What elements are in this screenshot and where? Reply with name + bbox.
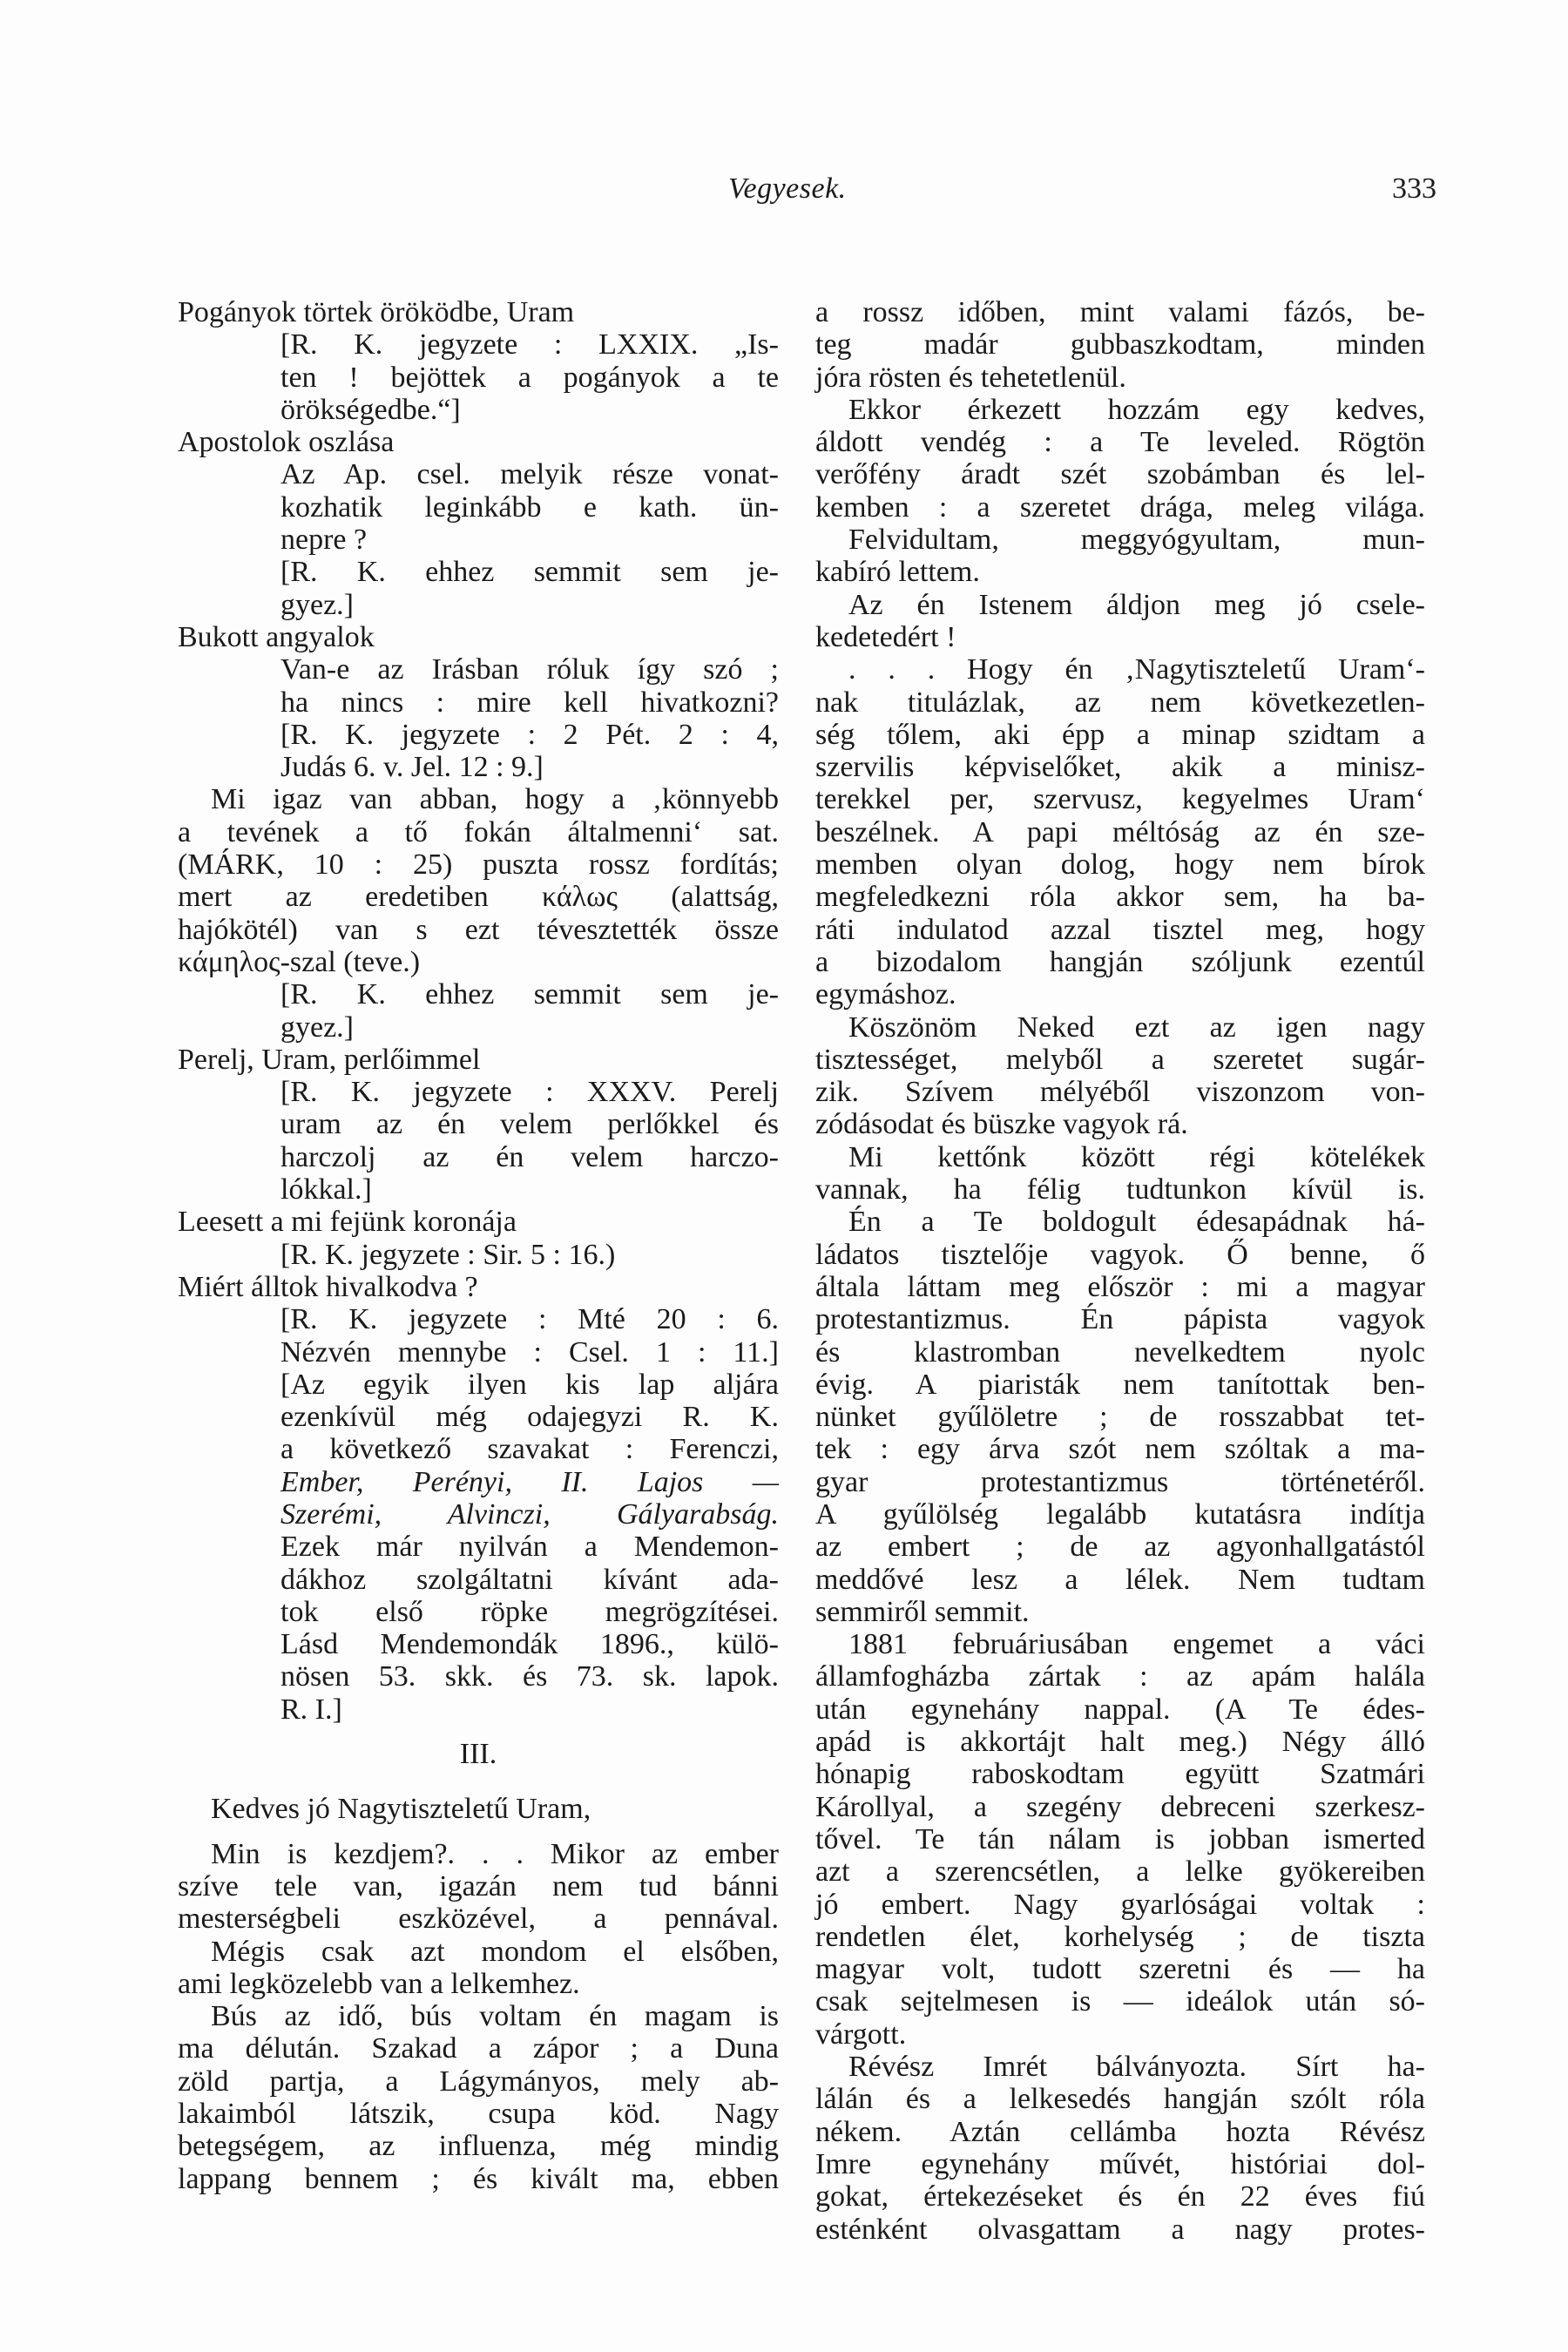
body-line: kabíró lettem. — [815, 556, 980, 589]
body-line: lálán és a lelkesedés hangján szólt róla — [815, 2083, 1425, 2116]
body-line: lakaimból látszik, csupa köd. Nagy — [178, 2098, 779, 2131]
body-line: szervilis képviselőket, akik a minisz- — [815, 751, 1425, 784]
page-header — [0, 172, 1568, 216]
body-line: tővel. Te tán nálam is jobban ismerted — [815, 1822, 1425, 1855]
body-line: magyar volt, tudott szeretni és — ha — [815, 1953, 1425, 1986]
body-line: Az én Istenem áldjon meg jó csele- — [848, 588, 1425, 621]
body-line: verőfény áradt szét szobámban és lel- — [815, 458, 1425, 491]
note-line: uram az én velem perlőkkel és — [280, 1108, 779, 1141]
note-line: [R. K. jegyzete : Sir. 5 : 16.) — [280, 1238, 616, 1271]
note-line: nösen 53. skk. és 73. sk. lapok. — [280, 1660, 779, 1693]
note-line: ezenkívül még odajegyzi R. K. — [280, 1401, 779, 1434]
body-line: Mi kettőnk között régi kötelékek — [848, 1140, 1425, 1173]
body-line: rendetlen élet, korhelység ; de tiszta — [815, 1920, 1425, 1953]
body-line: memben olyan dolog, hogy nem bírok — [815, 848, 1425, 882]
body-line: κάμηλος-szal (teve.) — [178, 945, 421, 978]
body-line: várgott. — [815, 2017, 907, 2051]
body-line: után egynehány nappal. (A Te édes- — [815, 1693, 1425, 1726]
body-line: nünket gyűlöletre ; de rosszabbat tet- — [815, 1401, 1425, 1434]
body-line: gokat, értekezéseket és én 22 éves fiú — [815, 2180, 1425, 2213]
note-line: tok első röpke megrögzítései. — [280, 1595, 779, 1628]
body-line: gyar protestantizmus történetéről. — [815, 1465, 1425, 1498]
note-line: gyez.] — [280, 588, 355, 621]
body-line: Révész Imrét bálványozta. Sírt ha- — [848, 2051, 1425, 2084]
body-line: mert az eredetiben κάλως (alattság, — [178, 881, 779, 914]
note-line: nepre ? — [280, 524, 368, 557]
body-line: vannak, ha félig tudtunkon kívül is. — [815, 1173, 1425, 1206]
running-title: Vegyesek. — [728, 172, 847, 205]
body-line: az embert ; de az agyonhallgatástól — [815, 1531, 1425, 1564]
note-line: ten ! bejöttek a pogányok a te — [280, 361, 779, 394]
list-heading: Bukott angyalok — [178, 620, 375, 653]
body-line: csak sejtelmesen is — ideálok után só- — [815, 1985, 1425, 2018]
body-line: meddővé lesz a lélek. Nem tudtam — [815, 1563, 1425, 1596]
page-number: 333 — [1392, 172, 1436, 205]
list-heading: Apostolok oszlása — [178, 426, 395, 459]
body-line: szíve tele van, igazán nem tud bánni — [178, 1869, 779, 1903]
body-line: Köszönöm Neked ezt az igen nagy — [848, 1010, 1425, 1044]
note-line — [178, 1498, 779, 1531]
body-line: lappang bennem ; és kivált ma, ebben — [178, 2162, 779, 2195]
body-line: a rossz időben, mint valami fázós, be- — [815, 296, 1425, 328]
right-column — [815, 296, 1425, 2246]
note-line: [Az egyik ilyen kis lap aljára — [280, 1368, 779, 1401]
note-italic: Szerémi, Alvinczi, Gályarabság. — [280, 1497, 779, 1531]
body-line: beszélnek. A papi méltóság az én sze- — [815, 815, 1425, 848]
note-italic: Ember, Perényi, II. Lajos — — [280, 1465, 779, 1498]
body-line: mesterségbeli eszközével, a pennával. — [178, 1903, 779, 1936]
list-heading: Pogányok törtek öröködbe, Uram — [178, 296, 575, 328]
note-line: ha nincs : mire kell hivatkozni? — [280, 686, 779, 719]
body-line: ma délután. Szakad a zápor ; a Duna — [178, 2032, 779, 2065]
body-line: áldott vendég : a Te leveled. Rögtön — [815, 426, 1425, 459]
list-heading: Leesett a mi fejünk koronája — [178, 1206, 517, 1239]
body-line: a bizodalom hangján szóljunk ezentúl — [815, 945, 1425, 978]
body-line: a tevének a tő fokán általmenni‘ sat. — [178, 815, 779, 848]
body-line: ami legközelebb van a lelkemhez. — [178, 1967, 580, 2000]
body-line: Én a Te boldogult édesapádnak há- — [848, 1206, 1425, 1239]
body-line: kemben : a szeretet drága, meleg világa. — [815, 490, 1425, 524]
note-line — [178, 1466, 779, 1498]
body-line: ládatos tisztelője vagyok. Ő benne, ő — [815, 1238, 1425, 1271]
body-line: apád is akkortájt halt meg.) Négy álló — [815, 1726, 1425, 1759]
note-line: [R. K. ehhez semmit sem je- — [280, 556, 779, 589]
section-number: III. — [459, 1738, 497, 1771]
body-line: protestantizmus. Én pápista vagyok — [815, 1303, 1425, 1336]
body-line: Imre egynehány művét, históriai dol- — [815, 2147, 1425, 2180]
body-line: ráti indulatod azzal tisztel meg, hogy — [815, 913, 1425, 946]
body-line: tek : egy árva szót nem szóltak a ma- — [815, 1433, 1425, 1466]
note-line: Van-e az Irásban róluk így szó ; — [280, 653, 779, 686]
note-line: [R. K. jegyzete : LXXIX. „Is- — [280, 328, 779, 362]
list-heading: Miért álltok hivalkodva ? — [178, 1270, 478, 1303]
note-line: lókkal.] — [280, 1173, 372, 1206]
body-line: tisztességet, melyből a szeretet sugár- — [815, 1043, 1425, 1076]
body-line: általa láttam meg először : mi a magyar — [815, 1270, 1425, 1303]
note-line: kozhatik leginkább e kath. ün- — [280, 490, 779, 524]
note-line: dákhoz szolgáltatni kívánt ada- — [280, 1563, 779, 1596]
salutation: Kedves jó Nagytiszteletű Uram, — [211, 1793, 591, 1826]
note-line: [R. K. jegyzete : Mté 20 : 6. — [280, 1303, 779, 1336]
body-line: évig. A piaristák nem tanítottak ben- — [815, 1368, 1425, 1401]
left-column — [178, 296, 779, 2195]
body-line: ség tőlem, aki épp a minap szidtam a — [815, 718, 1425, 751]
body-line: jóra rösten és tehetetlenül. — [815, 361, 1126, 394]
body-line: semmiről semmit. — [815, 1595, 1030, 1628]
body-line: (MÁRK, 10 : 25) puszta rossz fordítás; — [178, 848, 779, 882]
note-line: örökségedbe.“] — [280, 393, 461, 426]
body-line: azt a szerencsétlen, a lelke gyökereiben — [815, 1855, 1425, 1889]
body-line: megfeledkezni róla akkor sem, ha ba- — [815, 881, 1425, 914]
body-line: esténként olvasgattam a nagy protes- — [815, 2213, 1425, 2246]
note-line: Nézvén mennybe : Csel. 1 : 11.] — [280, 1335, 779, 1369]
body-line: Ekkor érkezett hozzám egy kedves, — [848, 393, 1425, 426]
body-line: jó embert. Nagy gyarlóságai voltak : — [815, 1888, 1425, 1921]
note-line: Judás 6. v. Jel. 12 : 9.] — [280, 751, 544, 784]
body-line: nak titulázlak, az nem következetlen- — [815, 686, 1425, 719]
body-line: zik. Szívem mélyéből viszonzom von- — [815, 1076, 1425, 1109]
note-line: harczolj az én velem harczo- — [280, 1140, 779, 1173]
note-line: [R. K. ehhez semmit sem je- — [280, 978, 779, 1011]
body-line: kedetedért ! — [815, 620, 956, 653]
note-line: [R. K. jegyzete : XXXV. Perelj — [280, 1076, 779, 1109]
note-line: Lásd Mendemondák 1896., külö- — [280, 1628, 779, 1661]
body-line: Bús az idő, bús voltam én magam is — [211, 2000, 779, 2033]
body-line: Min is kezdjem?. . . Mikor az ember — [211, 1837, 779, 1870]
body-line: terekkel per, szervusz, kegyelmes Uram‘ — [815, 783, 1425, 816]
body-line: betegségem, az influenza, még mindig — [178, 2130, 779, 2163]
body-line: és klastromban nevelkedtem nyolc — [815, 1335, 1425, 1369]
body-line: zöld partja, a Lágymányos, mely ab- — [178, 2065, 779, 2098]
body-line: Károllyal, a szegény debreceni szerkesz- — [815, 1790, 1425, 1823]
note-line: gyez.] — [280, 1010, 355, 1044]
note-line: [R. K. jegyzete : 2 Pét. 2 : 4, — [280, 718, 779, 751]
body-line: Felvidultam, meggyógyultam, mun- — [848, 524, 1425, 557]
body-line: hajókötél) van s ezt tévesztették össze — [178, 913, 779, 946]
body-line: 1881 februáriusában engemet a váci — [848, 1628, 1425, 1661]
note-line: a következő szavakat : Ferenczi, — [280, 1433, 779, 1466]
body-line: államfogházba zártak : az apám halála — [815, 1660, 1425, 1693]
note-line: R. I.] — [280, 1693, 342, 1726]
note-line: Az Ap. csel. melyik része vonat- — [280, 458, 779, 491]
body-line: hónapig raboskodtam együtt Szatmári — [815, 1758, 1425, 1791]
body-line: Mégis csak azt mondom el elsőben, — [211, 1935, 779, 1968]
body-line: . . . Hogy én ‚Nagytiszteletű Uram‘- — [848, 653, 1425, 686]
body-line: zódásodat és büszke vagyok rá. — [815, 1108, 1188, 1141]
body-line: nékem. Aztán cellámba hozta Révész — [815, 2115, 1425, 2148]
body-line: egymáshoz. — [815, 978, 956, 1011]
body-line: Mi igaz van abban, hogy a ‚könnyebb — [211, 783, 779, 816]
note-line: Ezek már nyilván a Mendemon- — [280, 1531, 779, 1564]
body-line: A gyűlölség legalább kutatásra indítja — [815, 1497, 1425, 1531]
list-heading: Perelj, Uram, perlőimmel — [178, 1043, 481, 1076]
body-line: teg madár gubbaszkodtam, minden — [815, 328, 1425, 362]
